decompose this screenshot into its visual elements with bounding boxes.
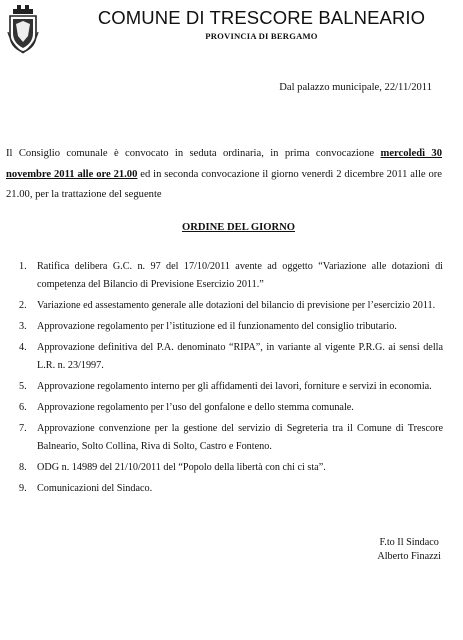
municipality-title: COMUNE DI TRESCORE BALNEARIO [97,7,426,28]
signature-role: F.to Il Sindaco [379,537,439,548]
agenda-list [19,258,443,501]
agenda-item-text: Approvazione regolamento interno per gli affidamenti dei lavori, forniture e servizi in economia. [37,381,432,392]
agenda-item [19,378,443,396]
intro-text-1: Il Consiglio comunale è convocato in seduta ordinaria, in prima convocazione [6,148,381,159]
agenda-item [19,258,443,294]
agenda-item-text: Comunicazioni del Sindaco. [37,483,153,494]
agenda-item [19,297,443,315]
agenda-item-text: Approvazione regolamento per l’uso del gonfalone e dello stemma comunale. [37,402,354,413]
agenda-item [19,420,443,456]
agenda-item-number: 5. [19,381,27,392]
meeting-date: mercoledì 30 novembre 2011 alle ore 21.00 [6,148,442,180]
dateline: Dal palazzo municipale, 22/11/2011 [279,82,432,93]
agenda-item-number: 8. [19,462,27,473]
agenda-heading: ORDINE DEL GIORNO [181,222,296,233]
agenda-item-number: 4. [19,342,27,353]
agenda-item [19,318,443,336]
signature-name: Alberto Finazzi [377,551,441,562]
agenda-item [19,339,443,375]
agenda-item-number: 7. [19,423,27,434]
signature-block [377,536,441,564]
agenda-item [19,399,443,417]
agenda-item-text: Ratifica delibera G.C. n. 97 del 17/10/2011 avente ad oggetto “Variazione alle dotazioni di competenza del Bilancio di Previsione Esercizio 2011.” [37,261,443,290]
agenda-item-number: 6. [19,402,27,413]
agenda-item-number: 1. [19,261,27,272]
agenda-item-text: Approvazione convenzione per la gestione del servizio di Segreteria tra il Comune di Trescore Balneario, Solto Collina, Riva di Solto, Castro e Fonteno. [37,423,443,452]
agenda-item-number: 2. [19,300,27,311]
agenda-item-number: 9. [19,483,27,494]
convocation-paragraph [6,144,442,206]
agenda-item-text: ODG n. 14989 del 21/10/2011 del “Popolo della libertà con chi ci sta”. [37,462,326,473]
agenda-item-text: Approvazione definitiva del P.A. denominato “RIPA”, in variante al vigente P.R.G. ai sensi della L.R. n. 23/1997. [37,342,443,371]
intro-text-2: ed in seconda convocazione il giorno venerdì 2 dicembre 2011 alle ore 21.00, per la trattazione del seguente [6,168,442,200]
agenda-item-text: Approvazione regolamento per l’istituzione ed il funzionamento del consiglio tributario. [37,321,397,332]
agenda-item-number: 3. [19,321,27,332]
agenda-item [19,459,443,477]
agenda-item-text: Variazione ed assestamento generale alle dotazioni del bilancio di previsione per l’esercizio 2011. [37,300,436,311]
agenda-item [19,480,443,498]
province-subtitle: PROVINCIA DI BERGAMO [205,31,318,41]
